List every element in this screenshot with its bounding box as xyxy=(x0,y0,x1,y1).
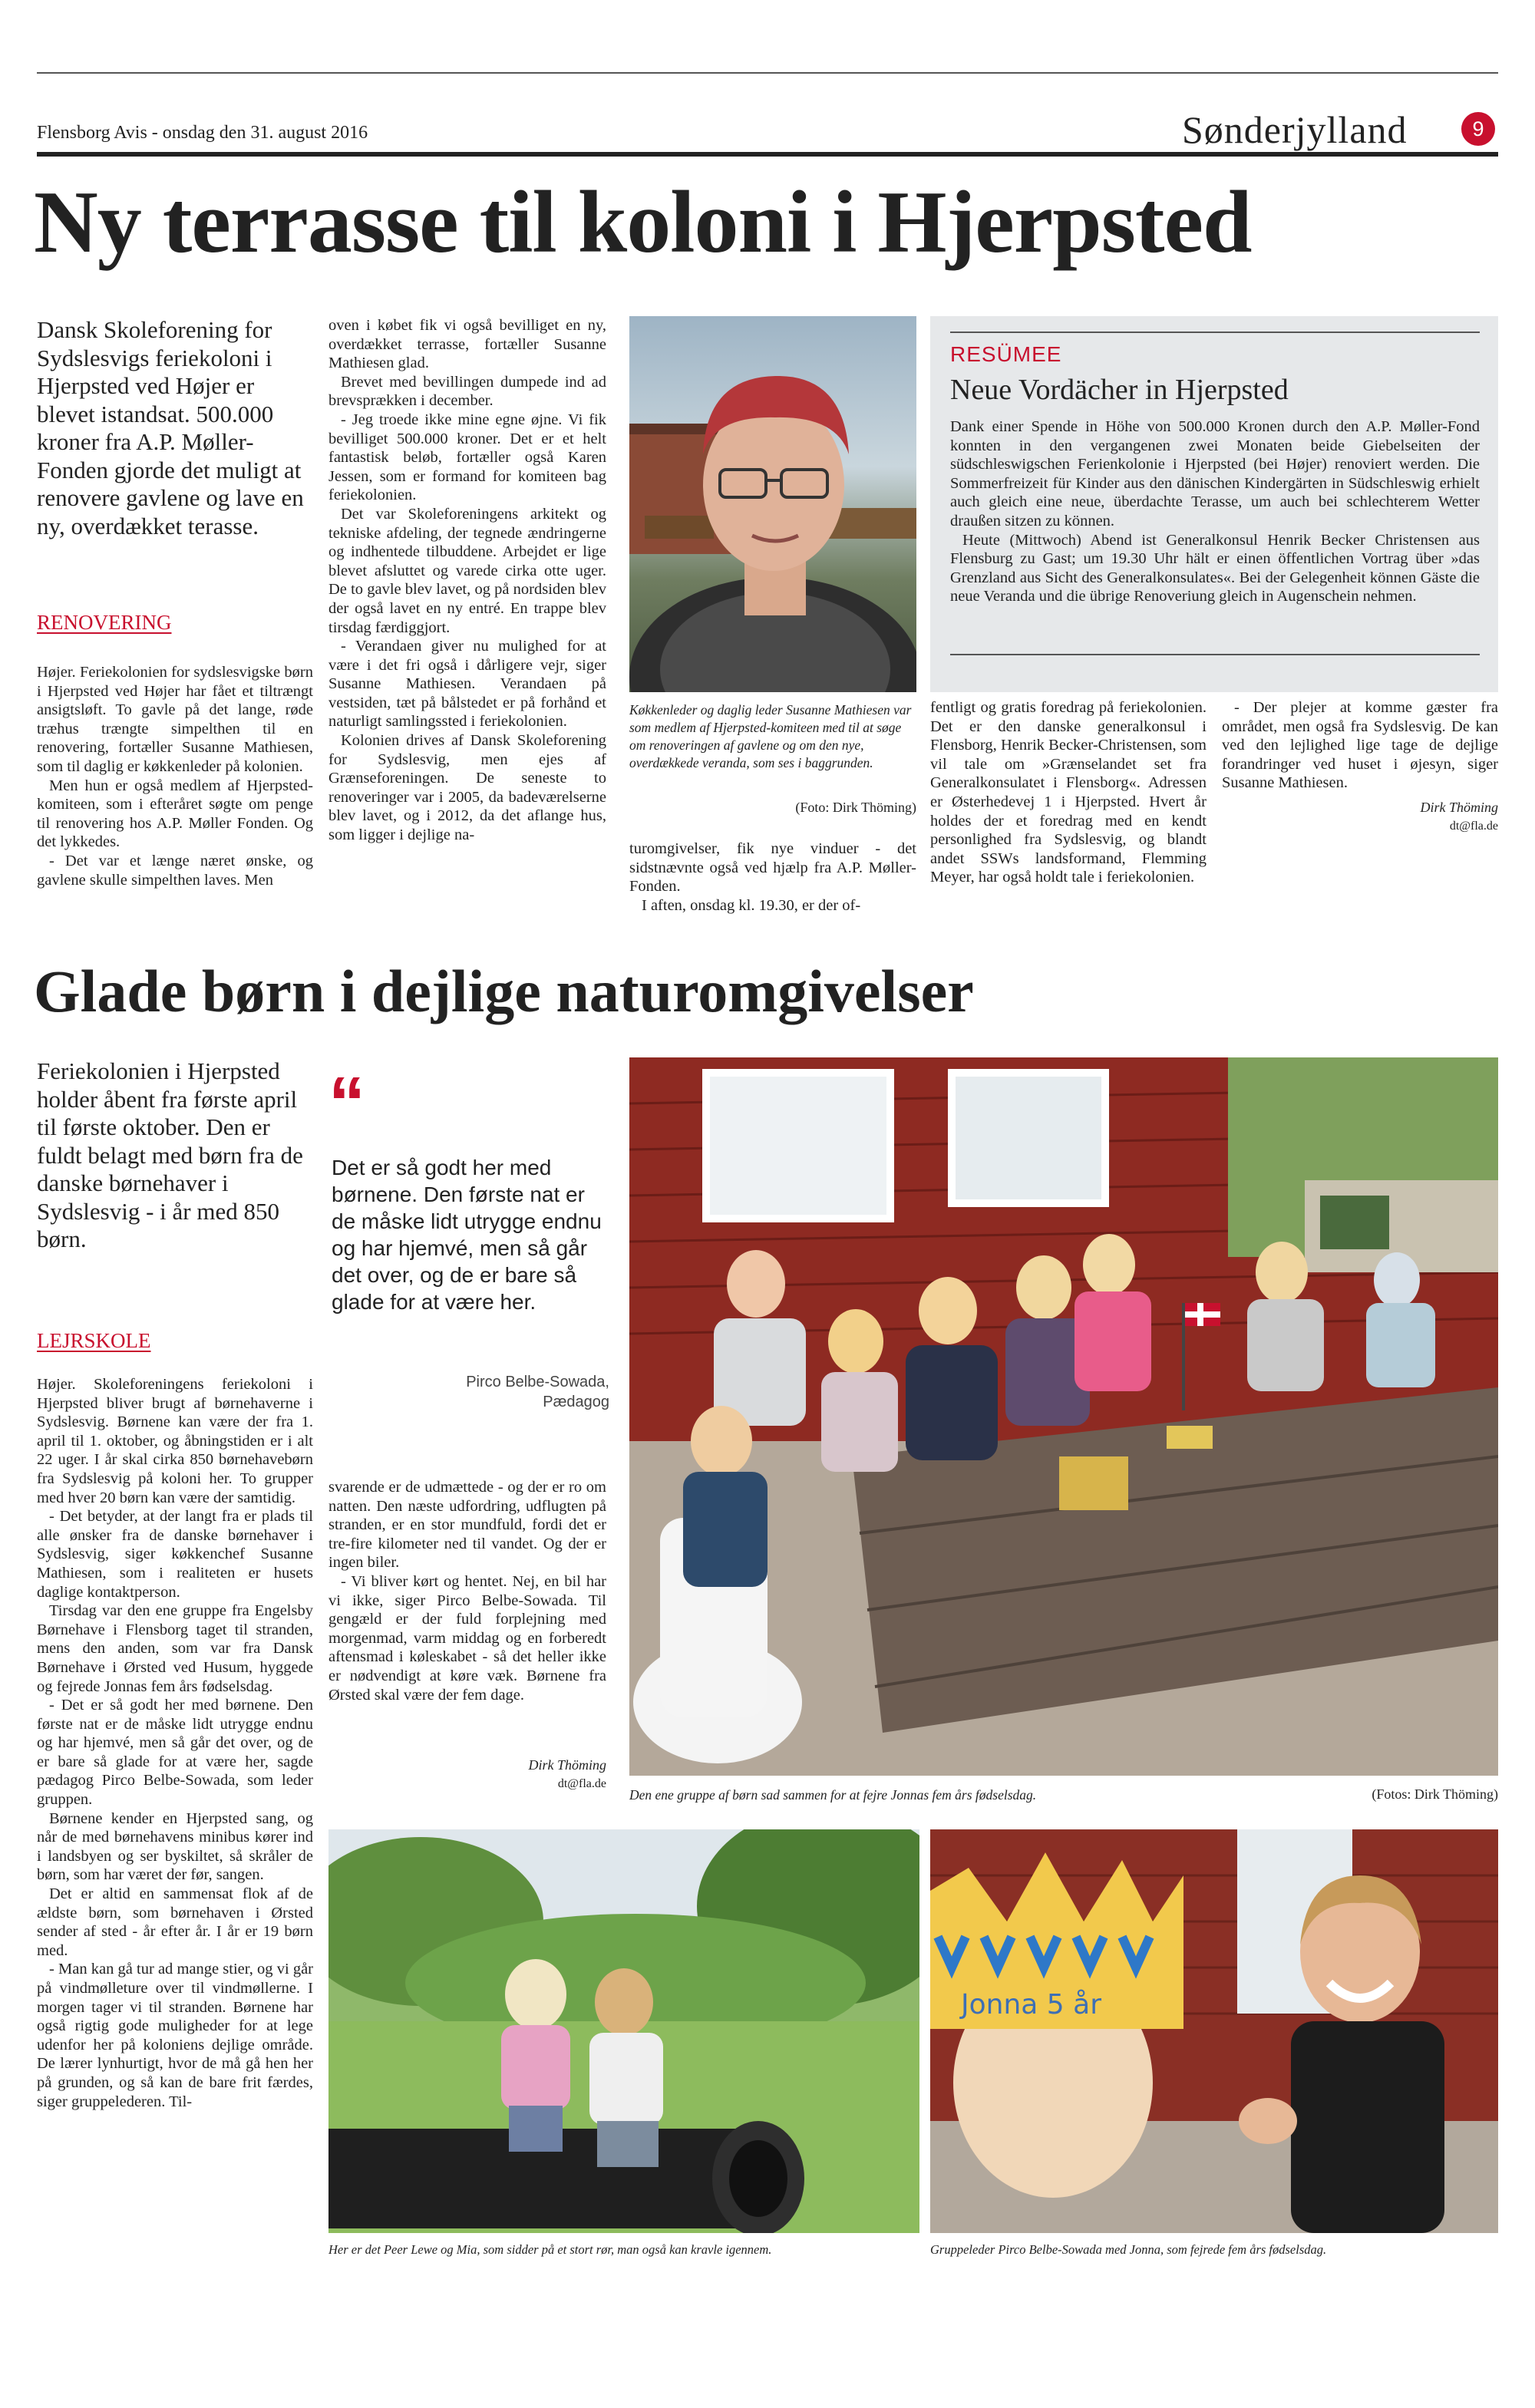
paragraph: - Man kan gå tur ad mange stier, og vi går på vindmølleture over til vindmøllerne. I morgen tager vi til stranden. Børnene har også rigtig gode muligheder for at lege udenfor her på koloniens dejlige område. De lærer lynhurtigt, hvor de må gå hen her på grunden, og så kan de bare frit færdes, siger gruppelederen. Til- xyxy=(37,1961,313,2110)
paragraph: svarende er de udmættede - og der er ro om natten. Den næste udfordring, udflugten på stranden, er en stor mundfuld, fordi det er tre-fire kilometer ned til vandet. Og der er ingen biler. xyxy=(328,1479,606,1572)
article1-kicker: RENOVERING xyxy=(37,611,172,634)
pipe-photo xyxy=(328,1829,919,2233)
resumee-bottom-rule xyxy=(950,654,1480,655)
paragraph: - Vi bliver kørt og hentet. Nej, en bil har vi ikke, siger Pirco Belbe-Sowada. Til gengæld er der fuld forplejning med morgenmad, varm middag og en forberedt aftensmad i køleskabet - så det heller ikke er nødvendigt at køre væk. Børnene fra Ørsted skal være der fem dage. xyxy=(328,1572,606,1704)
paragraph: oven i købet fik vi også bevilliget en ny, overdækket terrasse, fortæller Susanne Mathiesen glad. xyxy=(328,317,606,372)
crown-illustration xyxy=(930,1829,1498,2233)
article1-email: dt@fla.de xyxy=(1449,820,1498,833)
article1-col5 xyxy=(1222,698,1498,793)
birthday-table-illustration xyxy=(629,1057,1498,1776)
paragraph: fentligt og gratis foredrag på feriekolonien. Det er den danske generalkonsul i Flensborg, Henrik Becker-Christensen, som vil tale om »Grænselandet set fra Generalkonsulatet i Flensborg«. Adressen er Østerhedevej 1 i Hjerpsted. Hvert år holdes der et foredrag med en kendt personlighed fra Sydslesvig, og blandt andet SSWs landsformand, Flemming Meyer, har også holdt tale i feriekolonien. xyxy=(930,699,1207,886)
paragraph: Højer. Skoleforeningens feriekoloni i Hjerpsted bliver brugt af børnehaverne i Sydslesvig. Børnene kan være der fra 1. april til 1. oktober, og åbningstiden er i alt 22 uger. I år skal cirka 850 børnehavebørn fra Sydslesvig på koloni her. To grupper med hver 20 børn kan være der samtidig. xyxy=(37,1376,313,1506)
article2-col1 xyxy=(37,1375,313,2111)
paragraph: Det var Skoleforeningens arkitekt og tekniske afdeling, der tegnede ændringerne og indhentede tilbuddene. Arbejdet er lige blevet afsluttet og varede cirka otte uger. De to gavle blev lavet, og på nordsiden blev der også lavet en ny entré. En trappe blev tirsdag færdiggjort. xyxy=(328,505,606,636)
page-number-badge: 9 xyxy=(1461,112,1495,146)
article2-kicker: LEJRSKOLE xyxy=(37,1329,151,1352)
section-title: Sønderjylland xyxy=(1182,108,1408,151)
resumee-text xyxy=(950,417,1480,606)
article2-email: dt@fla.de xyxy=(557,1777,606,1790)
resumee-label: RESÜMEE xyxy=(950,342,1062,366)
paragraph: Børnene kender en Hjerpsted sang, og når de med børnehavens minibus kører ind i landsbyen og ser byskiltet, så skråler de børn, som har været der før, sangen. xyxy=(37,1809,313,1884)
portrait-caption: Køkkenleder og daglig leder Susanne Mathiesen var som medlem af Hjerpsted-komiteen med til at søge om renoveringen af gavlene og om den nye, overdækkede veranda, som ses i baggrunden. xyxy=(629,702,912,770)
paragraph: Højer. Feriekolonien for sydslesvigske børn i Hjerpsted ved Højer har fået et tiltrængt ansigtsløft. To gavle på det lange, røde træhus trængte simpelthen til en renovering, fortæller Susanne Mathiesen, som til daglig er køkkenleder på kolonien. xyxy=(37,664,313,775)
article1-col3 xyxy=(629,840,916,915)
pipe-photo-caption: Her er det Peer Lewe og Mia, som sidder på et stort rør, man også kan kravle igennem. xyxy=(328,2242,772,2257)
paragraph: Kolonien drives af Dansk Skoleforening for Sydslesvig, men ejes af Grænseforeningen. De seneste to renoveringer var i 2005, da badeværelserne blev lavet, og i 2012, da det aflange hus, som ligger i dejlige na- xyxy=(328,732,606,844)
paragraph: - Det betyder, at der langt fra er plads til alle ønsker fra de danske børnehaver i Sydslesvig, siger køkkenchef Susanne Mathiesen, som i realiteten er husets daglige kontaktperson. xyxy=(37,1508,313,1601)
portrait-photo xyxy=(629,316,916,692)
crown-text: Jonna 5 år xyxy=(961,1989,1101,2020)
pipe-illustration xyxy=(328,1829,919,2233)
article2-byline: Dirk Thöming xyxy=(528,1757,606,1773)
portrait-illustration xyxy=(629,316,916,692)
article2-col2 xyxy=(328,1478,606,1704)
newspaper-date: Flensborg Avis - onsdag den 31. august 2016 xyxy=(37,123,368,143)
pull-quote: Det er så godt her med børnene. Den første nat er de måske lidt utrygge endnu og har hjemvé, men så går det over, og de er bare så glade for at være her. xyxy=(332,1156,602,1314)
article1-col2 xyxy=(328,316,606,845)
article1-col1 xyxy=(37,663,313,889)
quote-name: Pirco Belbe-Sowada, xyxy=(466,1374,609,1390)
masthead-rule xyxy=(37,152,1498,157)
paragraph: - Det er så godt her med børnene. Den første nat er de måske lidt utrygge endnu og har hjemvé, men så går det over, og de er bare så glade for at være her, sagde pædagog Pirco Belbe-Sowada, som leder gruppen. xyxy=(37,1697,313,1809)
article2-headline: Glade børn i dejlige naturomgivelser xyxy=(34,958,974,1024)
resumee-title: Neue Vordächer in Hjerpsted xyxy=(950,374,1289,406)
paragraph: I aften, onsdag kl. 19.30, er der of- xyxy=(642,896,861,914)
article1-byline: Dirk Thöming xyxy=(1420,800,1498,815)
paragraph: - Det var et længe næret ønske, og gavlene skulle simpelthen laves. Men xyxy=(37,852,313,889)
article1-col4 xyxy=(930,698,1207,887)
resumee-top-rule xyxy=(950,332,1480,333)
article1-headline: Ny terrasse til koloni i Hjerpsted xyxy=(34,173,1252,272)
main-photo xyxy=(629,1057,1498,1776)
paragraph: Men hun er også medlem af Hjerpsted-komiteen, som i efteråret søgte om penge til renovering hos A.P. Møller Fonden. Og det lykkedes. xyxy=(37,777,313,851)
paragraph: Brevet med bevillingen dumpede ind ad brevsprækken i december. xyxy=(328,373,606,410)
article1-lead: Dansk Skoleforening for Sydslesvigs feriekoloni i Hjerpsted ved Højer er blevet istandsat. 500.000 kroner fra A.P. Møller-Fonden gjorde det muligt at renovere gavlene og lave en ny, overdækket terasse. xyxy=(37,316,304,539)
quote-mark-icon: “ xyxy=(328,1062,365,1144)
quote-role: Pædagog xyxy=(543,1394,609,1410)
paragraph: Det er altid en sammensat flok af de ældste børn, som børnehaven i Ørsted sender af sted - år efter år. I år er 19 børn med. xyxy=(37,1885,313,1959)
paragraph: Heute (Mittwoch) Abend ist Generalkonsul Henrik Becker Christensen aus Flensburg zu Gast; um 19.30 Uhr hält er einen öffentlichen Vortrag über »das Grenzland aus Sicht des Generalkonsulates«. Bei der Gelegenheit können Gäste die neue Veranda und die übrige Renoveriung gleich in Augenschein nehmen. xyxy=(950,531,1480,605)
crown-photo-caption: Gruppeleder Pirco Belbe-Sowada med Jonna, som fejrede fem års fødselsdag. xyxy=(930,2242,1327,2257)
pull-quote-attribution xyxy=(332,1372,609,1412)
resumee-box xyxy=(930,316,1498,692)
portrait-credit: (Foto: Dirk Thöming) xyxy=(795,800,916,815)
crown-photo xyxy=(930,1829,1498,2233)
main-photo-caption: Den ene gruppe af børn sad sammen for at fejre Jonnas fem års fødselsdag. xyxy=(629,1787,1037,1803)
paragraph: turomgivelser, fik nye vinduer - det sidstnævnte også ved hjælp fra A.P. Møller-Fonden. xyxy=(629,840,916,896)
main-photo-credit: (Fotos: Dirk Thöming) xyxy=(1372,1786,1498,1802)
paragraph: Tirsdag var den ene gruppe fra Engelsby Børnehave i Flensborg taget til stranden, mens den anden, som var fra Dansk Børnehave i Ørsted ved Husum, hyggede og fejrede Jonnas fem års fødselsdag. xyxy=(37,1602,313,1695)
paragraph: Dank einer Spende in Höhe von 500.000 Kronen durch den A.P. Møller-Fond konnten in den vergangenen zwei Monaten beide Giebelseiten der südschleswigschen Ferienkolonie i Hjerpsted (bei Højer) renoviert werden. Die Sommerfreizeit für Kinder aus den dänischen Kindergärten in Südschleswig erhielt auch gleich eine neue, überdachte Terasse, um auch bei schlechterem Wetter draußen sitzen zu können. xyxy=(950,418,1480,529)
paragraph: - Verandaen giver nu mulighed for at være i det fri også i dårligere vejr, siger Susanne Mathiesen. Verandaen på vestsiden, tæt på bålstedet er på forhånd et naturligt samlingssted i feriekolonien. xyxy=(328,638,606,731)
paragraph: - Der plejer at komme gæster fra området, men også fra Sydslesvig. De kan ved den lejlighed lige tage de dejlige forandringer ved huset i øjesyn, siger Susanne Mathiesen. xyxy=(1222,699,1498,792)
article2-lead: Feriekolonien i Hjerpsted holder åbent fra første april til første oktober. Den er fuldt belagt med børn fra de danske børnehaver i Sydslesvig - i år med 850 børn. xyxy=(37,1057,303,1252)
paragraph: - Jeg troede ikke mine egne øjne. Vi fik bevilliget 500.000 kroner. Det er et helt fantastisk beløb, fortæller også Karen Jessen, som er formand for komiteen bag feriekolonien. xyxy=(328,411,606,504)
top-rule xyxy=(37,72,1498,74)
